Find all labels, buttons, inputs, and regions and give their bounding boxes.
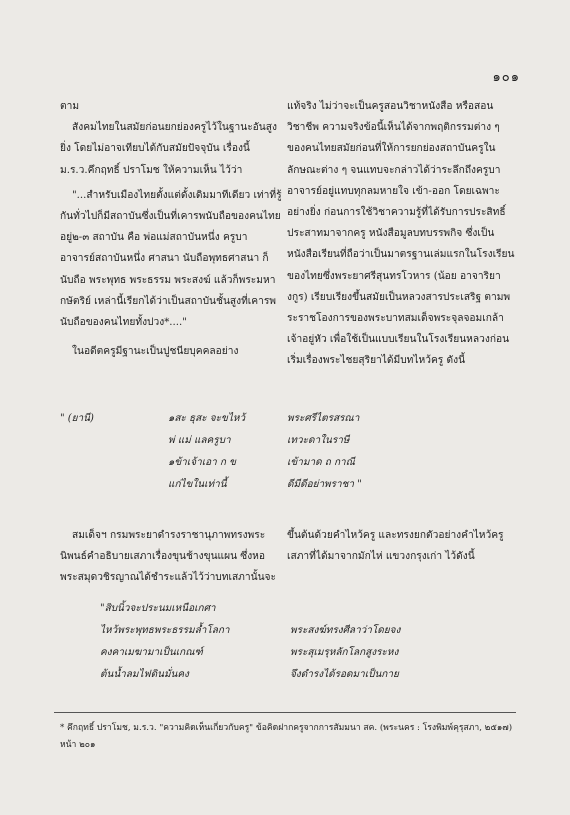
footnote-divider <box>54 712 516 713</box>
verse-line: แก่ไขในเท่านี้ <box>168 479 227 490</box>
bottom-left-paragraph: สมเด็จฯ กรมพระยาดำรงราชานุภาพทรงพระนิพนธ์คำอธิบายเสภาเรื่องขุนช้างขุนแผน ซึ่งหอพระสมุดวชิรญาณได้ชำระแล้วไว้ว่าบทเสภานั้นจะ <box>60 530 276 584</box>
footnote: * คึกฤทธิ์ ปราโมช, ม.ร.ว. "ความคิดเห็นเกี่ยวกับครู" ข้อคิดฝากครูจากการสัมมนา สค. (พระนคร : โรงพิมพ์คุรุสภา, ๒๕๑๗) หน้า ๒๐๑ <box>60 723 513 750</box>
verse-line: ดีมีดีอย่าพราชา " <box>287 479 362 490</box>
poem-left <box>100 598 230 686</box>
verse-line: พ่ แม่ แลครูบา <box>168 435 231 446</box>
poem-line: "สิบนิ้วจะประนมเหนือเกศา <box>100 603 216 614</box>
poem-line: พระสุเมรุหลักโลกสูงระหง <box>290 647 399 658</box>
right-column <box>287 96 515 372</box>
left-paragraph: ในอดีตครูมีฐานะเป็นปูชนียบุคคลอย่าง <box>72 346 239 358</box>
bottom-right-paragraph: ขึ้นต้นด้วยคำไหว้ครู และทรงยกตัวอย่างคำไหว้ครูเสภาที่ได้มาจากมักไห่ แขวงกรุงเก่า ไว้ดังนี้ <box>287 530 504 563</box>
verse-first-half <box>168 408 245 496</box>
verse-line: เทวะดาในราษี <box>287 435 350 446</box>
left-paragraph: ตาม <box>60 101 80 112</box>
verse-line: เข้ามาด ถ กาณี <box>287 457 355 468</box>
verse-second-half <box>287 408 362 496</box>
poem-line: ต้นน้ำลมไฟดินมั่นคง <box>100 669 189 680</box>
poem-line: จึงดำรงได้รอดมาเป็นกาย <box>290 669 399 680</box>
verse-line: ๑ข้าเจ้าเอา ก ข <box>168 457 236 468</box>
verse-label: " (ยานี) <box>60 413 94 424</box>
quotation: "...สำหรับเมืองไทยตั้งแต่ดั้งเดิมมาทีเดียว เท่าที่รู้กันทั่วไปก็มีสถาบันซึ่งเป็นที่เคารพนับถือของคนไทยอยู่๒-๓ สถาบัน คือ พ่อแม่สถาบันหนึ่ง ครูบาอาจารย์สถาบันหนึ่ง ศาสนา นับถือพุทธศาสนา ก็นับถือ พระพุทธ พระธรรม พระสงฆ์ แล้วก็พระมหากษัตริย์ เหล่านี้เรียกได้ว่าเป็นสถาบันชั้นสูงที่เคารพนับถือของคนไทยทั้งปวง*...." <box>60 189 282 329</box>
page-number: ๑๐๑ <box>492 70 520 85</box>
poem-line: คงคาเมฆามาเป็นเกณฑ์ <box>100 647 203 658</box>
poem-line: ไหว้พระพุทธพระธรรมล้ำโลกา <box>100 625 230 636</box>
verse-line: พระศรีไตรสรณา <box>287 413 360 424</box>
left-paragraph: สังคมไทยในสมัยก่อนยกย่องครูไว้ในฐานะอันสูงยิ่ง โดยไม่อาจเทียบได้กับสมัยปัจจุบัน เรื่องนี้ ม.ร.ว.คึกฤทธิ์ ปราโมช ให้ความเห็น ไว้ว่า <box>60 122 277 176</box>
left-column <box>60 96 282 362</box>
right-paragraph: แท้จริง ไม่ว่าจะเป็นครูสอนวิชาหนังสือ หรือสอนวิชาชีพ ความจริงข้อนี้เห็นได้จากพฤติกรรมต่าง ๆ ของคนไทยสมัยก่อนที่ให้การยกย่องสถาบันครูในลักษณะต่าง ๆ จนแทบจะกล่าวได้ว่าระลึกถึงครูบาอาจารย์อยู่แทบทุกลมหายใจ เข้า-ออก โดยเฉพาะอย่างยิ่ง ก่อนการใช้วิชาความรู้ที่ได้รับการประสิทธิ์ประสาทมาจากครู หนังสือมูลบทบรรพกิจ ซึ่งเป็นหนังสือเรียนที่ถือว่าเป็นมาตรฐานเล่มแรกในโรงเรียนของไทยซึ่งพระยาศรีสุนทรโวหาร (น้อย อาจาริยางกูร) เรียบเรียงขึ้นสมัยเป็นหลวงสารประเสริฐ ตามพระราชโองการของพระบาทสมเด็จพระจุลจอมเกล้าเจ้าอยู่หัว เพื่อใช้เป็นแบบเรียนในโรงเรียนหลวงก่อนเริ่มเรื่องพระไชยสุริยาได้มีบทไหว้ครู ดังนี้ <box>287 101 515 367</box>
poem-right <box>290 620 400 686</box>
verse-line: ๑สะ ธุสะ จะขไหว้ <box>168 413 246 424</box>
poem-line: พระสงฆ์ทรงศีลาว่าโดยจง <box>290 625 401 636</box>
